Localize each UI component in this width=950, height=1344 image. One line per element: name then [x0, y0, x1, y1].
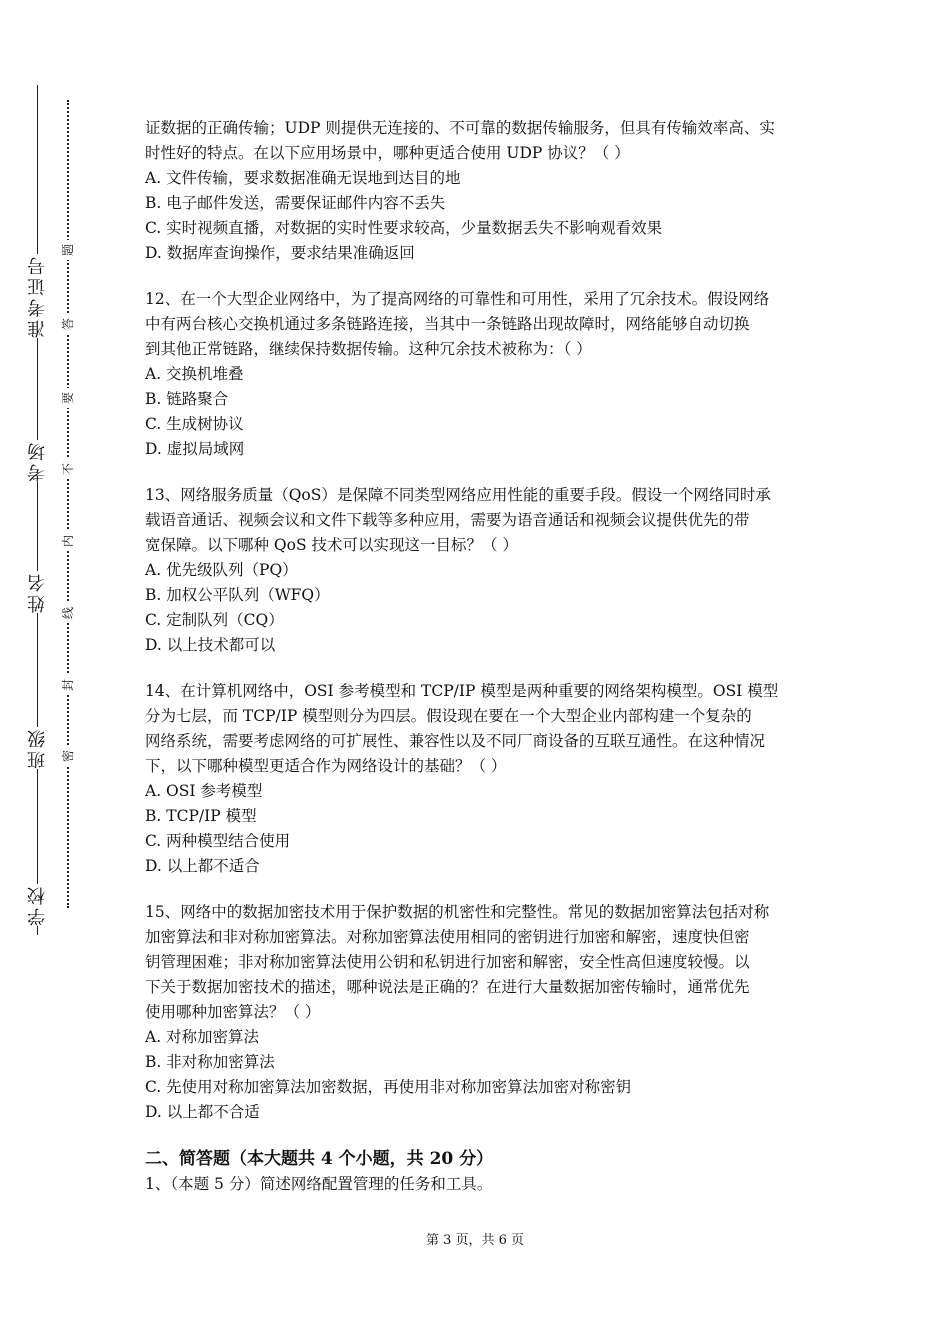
question-11: [145, 116, 810, 266]
seal-char: 题: [61, 240, 75, 260]
question-text: 加密算法和非对称加密算法。对称加密算法使用相同的密钥进行加密和解密，速度快但密: [145, 928, 750, 946]
question-15: [145, 900, 810, 1125]
section-title: 二、简答题（本大题共 4 个小题，共 20 分）: [145, 1149, 494, 1169]
option-d: D. 以上都不合适: [145, 1103, 260, 1121]
seal-char: 封: [61, 675, 75, 695]
question-14: [145, 679, 810, 879]
question-text: 时性好的特点。在以下应用场景中，哪种更适合使用 UDP 协议？（ ）: [145, 144, 630, 162]
question-text: 载语音通话、视频会议和文件下载等多种应用，需要为语音通话和视频会议提供优先的带: [145, 511, 750, 529]
question-text: 分为七层，而 TCP/IP 模型则分为四层。假设现在要在一个大型企业内部构建一个复杂的: [145, 707, 752, 725]
question-text: 下，以下哪种模型更适合作为网络设计的基础？（ ）: [145, 757, 507, 775]
seal-char: 内: [61, 531, 75, 551]
seal-char: 要: [61, 388, 75, 408]
option-a: A. 文件传输，要求数据准确无误地到达目的地: [145, 169, 461, 187]
option-b: B. 非对称加密算法: [145, 1053, 275, 1071]
option-b: B. 链路聚合: [145, 390, 229, 408]
option-b: B. 加权公平队列（WFQ）: [145, 586, 330, 604]
question-text: 网络系统，需要考虑网络的可扩展性、兼容性以及不同厂商设备的互联互通性。在这种情况: [145, 732, 766, 750]
question-text: 使用哪种加密算法？（ ）: [145, 1003, 321, 1021]
name-label: 姓名: [18, 571, 58, 613]
option-c: C. 定制队列（CQ）: [145, 611, 284, 629]
question-text: 钥管理困难；非对称加密算法使用公钥和私钥进行加密和解密，安全性高但速度较慢。以: [145, 953, 750, 971]
option-c: C. 先使用对称加密算法加密数据，再使用非对称加密算法加密对称密钥: [145, 1078, 632, 1096]
question-text: 15、网络中的数据加密技术用于保护数据的机密性和完整性。常见的数据加密算法包括对称: [145, 903, 770, 921]
binding-solid-line: [37, 85, 38, 935]
option-b: B. 电子邮件发送，需要保证邮件内容不丢失: [145, 194, 446, 212]
question-text: 13、网络服务质量（QoS）是保障不同类型网络应用性能的重要手段。假设一个网络同时承: [145, 486, 771, 504]
option-d: D. 数据库查询操作，要求结果准确返回: [145, 244, 415, 262]
question-text: 12、在一个大型企业网络中，为了提高网络的可靠性和可用性，采用了冗余技术。假设网络: [145, 290, 770, 308]
option-a: A. 交换机堆叠: [145, 365, 244, 383]
option-c: C. 两种模型结合使用: [145, 832, 291, 850]
seal-dotted-line: [67, 100, 69, 908]
question-13: [145, 483, 810, 658]
option-d: D. 以上技术都可以: [145, 636, 276, 654]
question-text: 到其他正常链路，继续保持数据传输。这种冗余技术被称为：（ ）: [145, 340, 592, 358]
binding-margin: [0, 0, 110, 1344]
option-c: C. 生成树协议: [145, 415, 244, 433]
option-a: A. 对称加密算法: [145, 1028, 260, 1046]
question-text: 中有两台核心交换机通过多条链路连接，当其中一条链路出现故障时，网络能够自动切换: [145, 315, 750, 333]
option-c: C. 实时视频直播，对数据的实时性要求较高，少量数据丢失不影响观看效果: [145, 219, 663, 237]
question-text: 宽保障。以下哪种 QoS 技术可以实现这一目标？（ ）: [145, 536, 518, 554]
option-a: A. 优先级队列（PQ）: [145, 561, 298, 579]
page-footer: 第 3 页，共 6 页: [425, 1233, 525, 1248]
exam-number-label: 准考证号: [18, 254, 58, 338]
short-answer-question-1: 1、（本题 5 分）简述网络配置管理的任务和工具。: [145, 1175, 493, 1193]
option-a: A. OSI 参考模型: [145, 782, 263, 800]
option-d: D. 虚拟局域网: [145, 440, 245, 458]
exam-content: [145, 116, 810, 1197]
question-text: 证数据的正确传输；UDP 则提供无连接的、不可靠的数据传输服务，但具有传输效率高、实: [145, 119, 775, 137]
seal-char: 密: [61, 746, 75, 766]
option-b: B. TCP/IP 模型: [145, 807, 257, 825]
question-text: 14、在计算机网络中，OSI 参考模型和 TCP/IP 模型是两种重要的网络架构模型。OSI 模型: [145, 682, 779, 700]
school-label: 学校: [18, 884, 58, 926]
seal-char: 线: [61, 603, 75, 623]
question-text: 下关于数据加密技术的描述，哪种说法是正确的？在进行大量数据加密传输时，通常优先: [145, 978, 750, 996]
class-label: 班级: [18, 727, 58, 769]
option-d: D. 以上都不适合: [145, 857, 260, 875]
question-12: [145, 287, 810, 462]
exam-room-label: 考场: [18, 440, 58, 482]
seal-char: 不: [61, 459, 75, 479]
seal-char: 答: [61, 314, 75, 334]
